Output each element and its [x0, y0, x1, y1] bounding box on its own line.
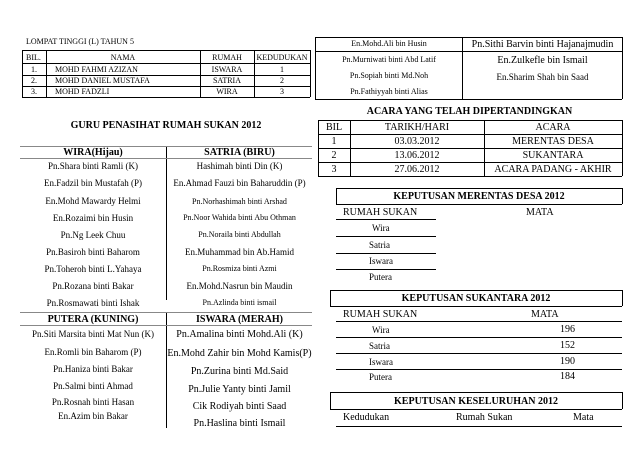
iswara-name: Pn.Amalina binti Mohd.Ali (K)	[176, 329, 303, 340]
wira-name: Pn.Toheroh binti L.Yahaya	[44, 264, 142, 274]
iswara-header: ISWARA (MERAH)	[196, 314, 283, 325]
acara-header-tarikh: TARIKH/HARI	[384, 122, 450, 133]
wira-name: Pn.Rozana binti Bakar	[52, 281, 134, 291]
lompat-row-nama: MOHD FAHMI AZIZAN	[55, 65, 138, 74]
acara-row-tarikh: 03.03.2012	[394, 136, 440, 147]
sukantara-header-mata: MATA	[531, 309, 559, 320]
sukantara-row-rumah: Satria	[369, 341, 390, 351]
acara-row-bil: 3	[331, 164, 337, 175]
sukantara-row-rumah: Wira	[372, 325, 390, 335]
putera-name: Pn.Siti Marsita binti Mat Nun (K)	[32, 329, 154, 339]
satria-name: En.Ahmad Fauzi bin Baharuddin (P)	[173, 178, 306, 188]
lompat-row-kedudukan: 2	[280, 76, 284, 85]
merentas-header-rumah: RUMAH SUKAN	[343, 207, 418, 218]
satria-name: Hashimah binti Din (K)	[196, 161, 283, 171]
satria-name: Pn.Noor Wahida binti Abu Othman	[183, 213, 296, 222]
satria-name: Pn.Norhashimah binti Arshad	[192, 197, 287, 206]
sukantara-row-mata: 152	[560, 340, 575, 351]
putera-name: En.Romli bin Baharom (P)	[44, 347, 142, 357]
top-name-right: En.Zulkefle bin Ismail	[497, 55, 588, 66]
acara-row-acara: SUKANTARA	[522, 150, 584, 161]
merentas-row-rumah: Putera	[369, 272, 392, 282]
satria-name: Pn.Noraila binti Abdullah	[198, 230, 281, 239]
putera-name: Pn.Haniza binti Bakar	[53, 364, 133, 374]
putera-name: Pn.Rosnah binti Hasan	[51, 397, 135, 407]
acara-header-bil: BIL	[325, 122, 343, 133]
wira-name: Pn.Ng Leek Chuu	[60, 230, 126, 240]
lompat-row-rumah: WIRA	[216, 87, 238, 96]
lompat-row-nama: MOHD DANIEL MUSTAFA	[55, 76, 150, 85]
wira-header: WIRA(Hijau)	[63, 147, 123, 158]
merentas-row-rumah: Wira	[372, 223, 390, 233]
iswara-name: Pn.Haslina binti Ismail	[193, 418, 286, 429]
sukantara-header-rumah: RUMAH SUKAN	[343, 309, 418, 320]
sukantara-row-mata: 196	[560, 324, 575, 335]
lompat-row-nama: MOHD FADZLI	[55, 87, 110, 96]
iswara-name: En.Mohd Zahir bin Mohd Kamis(P)	[167, 348, 312, 359]
lompat-header-kedudukan: KEDUDUKAN	[256, 53, 308, 62]
lompat-header-rumah: RUMAH	[212, 53, 242, 62]
keseluruhan-header-rumah: Rumah Sukan	[456, 412, 513, 423]
acara-row-tarikh: 27.06.2012	[394, 164, 440, 175]
top-name-right: En.Sharim Shah bin Saad	[496, 72, 589, 82]
acara-row-bil: 1	[331, 136, 337, 147]
putera-name: Pn.Salmi binti Ahmad	[53, 381, 133, 391]
lompat-row-bil: 1.	[31, 65, 37, 74]
acara-header-acara: ACARA	[535, 122, 571, 133]
lompat-header-bil: BIL.	[26, 53, 41, 62]
top-name-left: Pn.Fathiyyah binti Alias	[350, 87, 428, 96]
iswara-name: Pn.Julie Yanty binti Jamil	[188, 384, 291, 395]
satria-header: SATRIA (BIRU)	[204, 147, 275, 158]
satria-name: Pn.Azlinda binti ismail	[202, 298, 277, 307]
keseluruhan-header-mata: Mata	[573, 412, 594, 423]
lompat-row-rumah: ISWARA	[211, 65, 243, 74]
top-name-right: Pn.Sithi Barvin binti Hajanajmudin	[471, 39, 614, 50]
iswara-name: Pn.Zurina binti Md.Said	[190, 366, 289, 377]
putera-name: En.Azim bin Bakar	[58, 411, 128, 421]
wira-name: En.Mohd Mawardy Helmi	[45, 196, 141, 206]
acara-title: ACARA YANG TELAH DIPERTANDINGKAN	[366, 106, 573, 117]
keseluruhan-header-kedudukan: Kedudukan	[343, 412, 390, 423]
keseluruhan-title: KEPUTUSAN KESELURUHAN 2012	[394, 396, 558, 407]
satria-name: En.Mohd.Nasrun bin Maudin	[186, 281, 293, 291]
merentas-title: KEPUTUSAN MERENTAS DESA 2012	[393, 191, 565, 202]
wira-name: Pn.Rosmawati binti Ishak	[46, 298, 140, 308]
wira-name: En.Rozaimi bin Husin	[52, 213, 134, 223]
merentas-row-rumah: Satria	[369, 240, 390, 250]
lompat-row-kedudukan: 1	[280, 65, 284, 74]
sukantara-row-rumah: Iswara	[369, 357, 393, 367]
lompat-row-bil: 2.	[31, 76, 37, 85]
iswara-name: Cik Rodiyah binti Saad	[192, 401, 287, 412]
top-name-left: En.Mohd.Ali bin Husin	[351, 39, 427, 48]
satria-name: Pn.Rosmiza binti Azmi	[202, 264, 277, 273]
sukantara-row-rumah: Putera	[369, 372, 392, 382]
sukantara-title: KEPUTUSAN SUKANTARA 2012	[401, 293, 551, 304]
top-name-left: Pn.Sopiah binti Md.Noh	[349, 71, 429, 80]
wira-name: Pn.Basiroh binti Baharom	[46, 247, 140, 257]
satria-name: En.Muhammad bin Ab.Hamid	[185, 247, 294, 257]
putera-header: PUTERA (KUNING)	[47, 314, 139, 325]
acara-row-bil: 2	[331, 150, 337, 161]
acara-row-acara: MERENTAS DESA	[512, 136, 594, 147]
wira-name: En.Fadzil bin Mustafah (P)	[44, 178, 142, 188]
lompat-title: LOMPAT TINGGI (L) TAHUN 5	[26, 37, 134, 46]
top-name-left: Pn.Murniwati binti Abd Latif	[342, 55, 436, 64]
merentas-header-mata: MATA	[526, 207, 554, 218]
acara-row-tarikh: 13.06.2012	[394, 150, 440, 161]
merentas-row-rumah: Iswara	[369, 256, 393, 266]
sukantara-row-mata: 184	[560, 371, 575, 382]
acara-row-acara: ACARA PADANG - AKHIR	[494, 164, 612, 175]
lompat-header-nama: NAMA	[110, 53, 136, 62]
guru-title: GURU PENASIHAT RUMAH SUKAN 2012	[70, 120, 262, 131]
lompat-row-rumah: SATRIA	[212, 76, 241, 85]
sukantara-row-mata: 190	[560, 356, 575, 367]
lompat-row-bil: 3.	[31, 87, 37, 96]
lompat-row-kedudukan: 3	[280, 87, 284, 96]
wira-name: Pn.Shara binti Ramli (K)	[48, 161, 138, 171]
